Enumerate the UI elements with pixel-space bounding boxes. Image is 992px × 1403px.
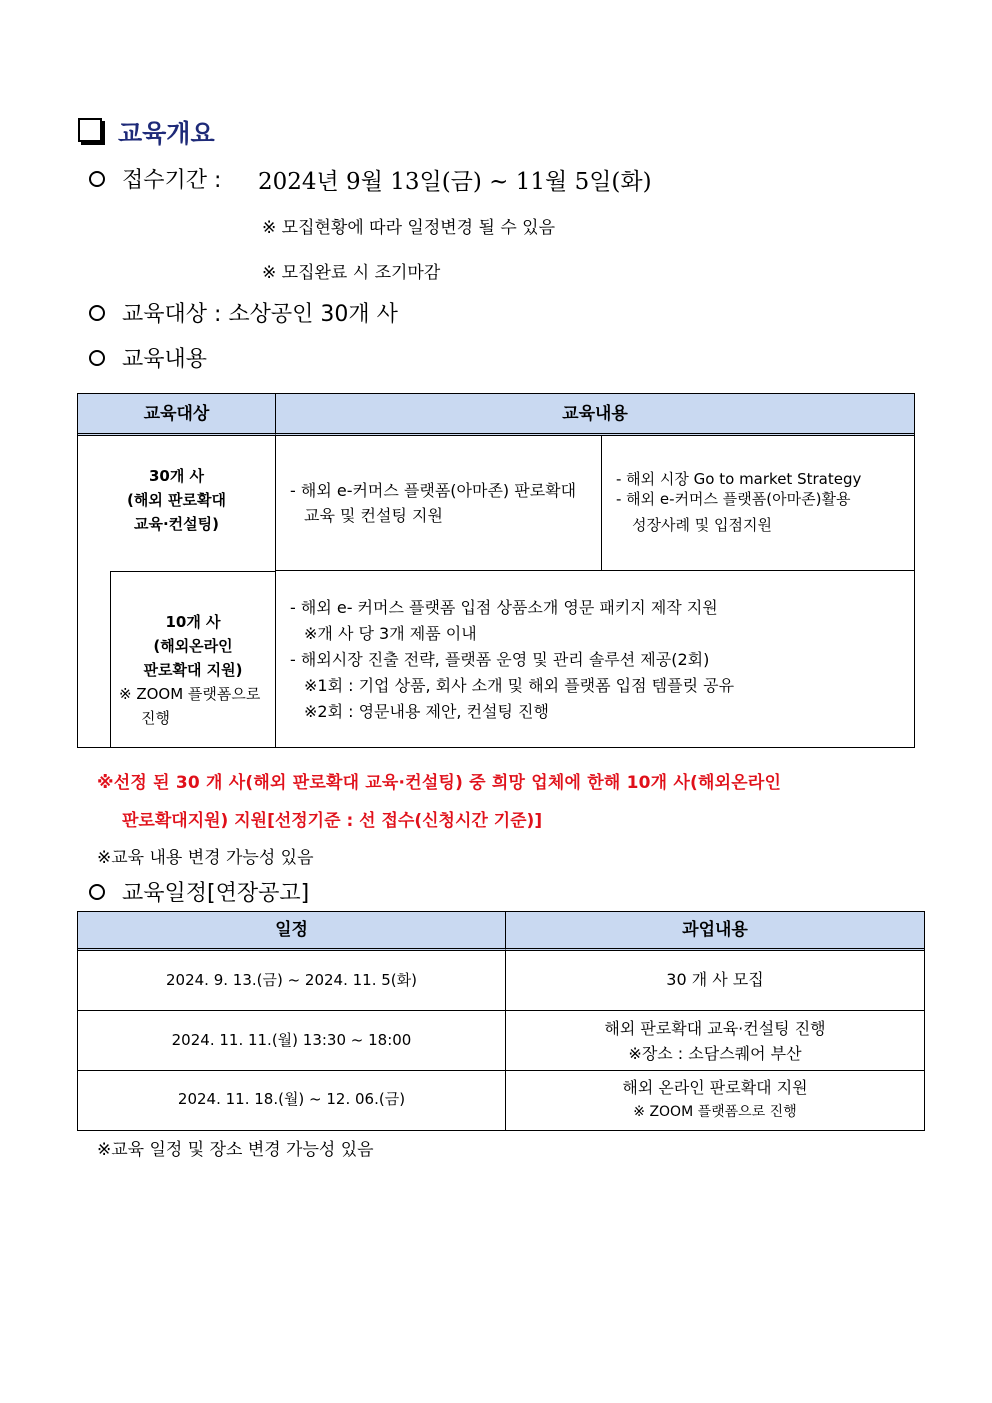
row1-content-right: [602, 436, 914, 571]
row2-content-line: - 해외시장 진출 전략, 플랫폼 운영 및 관리 솔루션 제공(2회): [290, 650, 710, 669]
schedule-task-line: ※ ZOOM 플랫폼으로 진행: [633, 1104, 797, 1120]
target-line: 교육대상 : 소상공인 30개 사: [122, 302, 398, 327]
schedule-table: [77, 911, 925, 1131]
schedule-task-line: ※장소 : 소담스퀘어 부산: [628, 1044, 802, 1063]
row2-target-line: (해외온라인: [153, 637, 233, 655]
schedule-header-date: 일정: [78, 912, 506, 951]
row2-target-line: 판로확대 지원): [143, 661, 243, 679]
circle-bullet-icon: [89, 884, 105, 900]
row2-target-note: 진행: [141, 709, 170, 727]
schedule-row-task: [506, 1011, 924, 1071]
schedule-row-task: 30 개 사 모집: [506, 951, 924, 1011]
content-change-note: ※교육 내용 변경 가능성 있음: [97, 848, 314, 868]
schedule-row-date: 2024. 11. 11.(월) 13:30 ~ 18:00: [78, 1011, 506, 1071]
row2-content-line: ※2회 : 영문내용 제안, 컨설팅 진행: [304, 702, 549, 721]
row1-content-line: - 해외 e-커머스 플랫폼(아마존)활용: [616, 490, 851, 508]
row2-content-line: ※1회 : 기업 상품, 회사 소개 및 해외 플랫폼 입점 템플릿 공유: [304, 676, 735, 695]
schedule-header-task: 과업내용: [506, 912, 924, 951]
section-title: 교육개요: [118, 119, 215, 148]
row2-content: [276, 571, 914, 747]
row1-content-line: - 해외 e-커머스 플랫폼(아마존) 판로확대: [290, 481, 577, 500]
row1-target-line: 30개 사: [148, 467, 205, 485]
selection-note-line-2: 판로확대지원) 지원[선정기준 : 선 접수(신청시간 기준)]: [122, 811, 543, 831]
row2-target-line: 10개 사: [165, 613, 221, 631]
row1-content-line: 성장사례 및 입점지원: [632, 516, 772, 534]
row2-content-line: - 해외 e- 커머스 플랫폼 입점 상품소개 영문 패키지 제작 지원: [290, 598, 718, 617]
schedule-task-line: 해외 판로확대 교육·컨설팅 진행: [604, 1019, 826, 1038]
row1-content-left: [276, 436, 602, 571]
row1-content-line: 교육 및 컨설팅 지원: [304, 506, 443, 525]
schedule-row-task: [506, 1071, 924, 1130]
content-table: [77, 393, 915, 748]
checkbox-square-icon: [78, 118, 102, 142]
row1-target-line: (해외 판로확대: [126, 491, 227, 509]
selection-note-line-1: ※선정 된 30 개 사(해외 판로확대 교육·컨설팅) 중 희망 업체에 한해 10개 사(해외온라인: [97, 773, 782, 793]
row2-target-note: ※ ZOOM 플랫폼으로: [119, 685, 261, 703]
content-table-header-target: 교육대상: [78, 394, 276, 436]
schedule-row-date: 2024. 11. 18.(월) ~ 12. 06.(금): [78, 1071, 506, 1130]
schedule-line: 교육일정[연장공고]: [122, 881, 310, 906]
apply-period: 2024년 9월 13일(금) ~ 11월 5일(화): [258, 169, 652, 195]
row1-content-line: - 해외 시장 Go to market Strategy: [616, 470, 862, 488]
row2-content-line: ※개 사 당 3개 제품 이내: [304, 624, 477, 643]
row1-target-line: 교육·컨설팅): [133, 515, 219, 533]
schedule-task-line: 해외 온라인 판로확대 지원: [622, 1078, 808, 1097]
schedule-change-note: ※교육 일정 및 장소 변경 가능성 있음: [97, 1140, 374, 1160]
schedule-row-date: 2024. 9. 13.(금) ~ 2024. 11. 5(화): [78, 951, 506, 1011]
row1-target: [78, 436, 276, 571]
circle-bullet-icon: [89, 305, 105, 321]
content-table-header-content: 교육내용: [276, 394, 914, 436]
content-line: 교육내용: [122, 347, 208, 372]
apply-note-1: ※ 모집현황에 따라 일정변경 될 수 있음: [262, 218, 555, 238]
circle-bullet-icon: [89, 171, 105, 187]
apply-note-2: ※ 모집완료 시 조기마감: [262, 263, 441, 283]
row2-target: [110, 571, 276, 747]
circle-bullet-icon: [89, 350, 105, 366]
apply-label: 접수기간 :: [122, 168, 222, 193]
